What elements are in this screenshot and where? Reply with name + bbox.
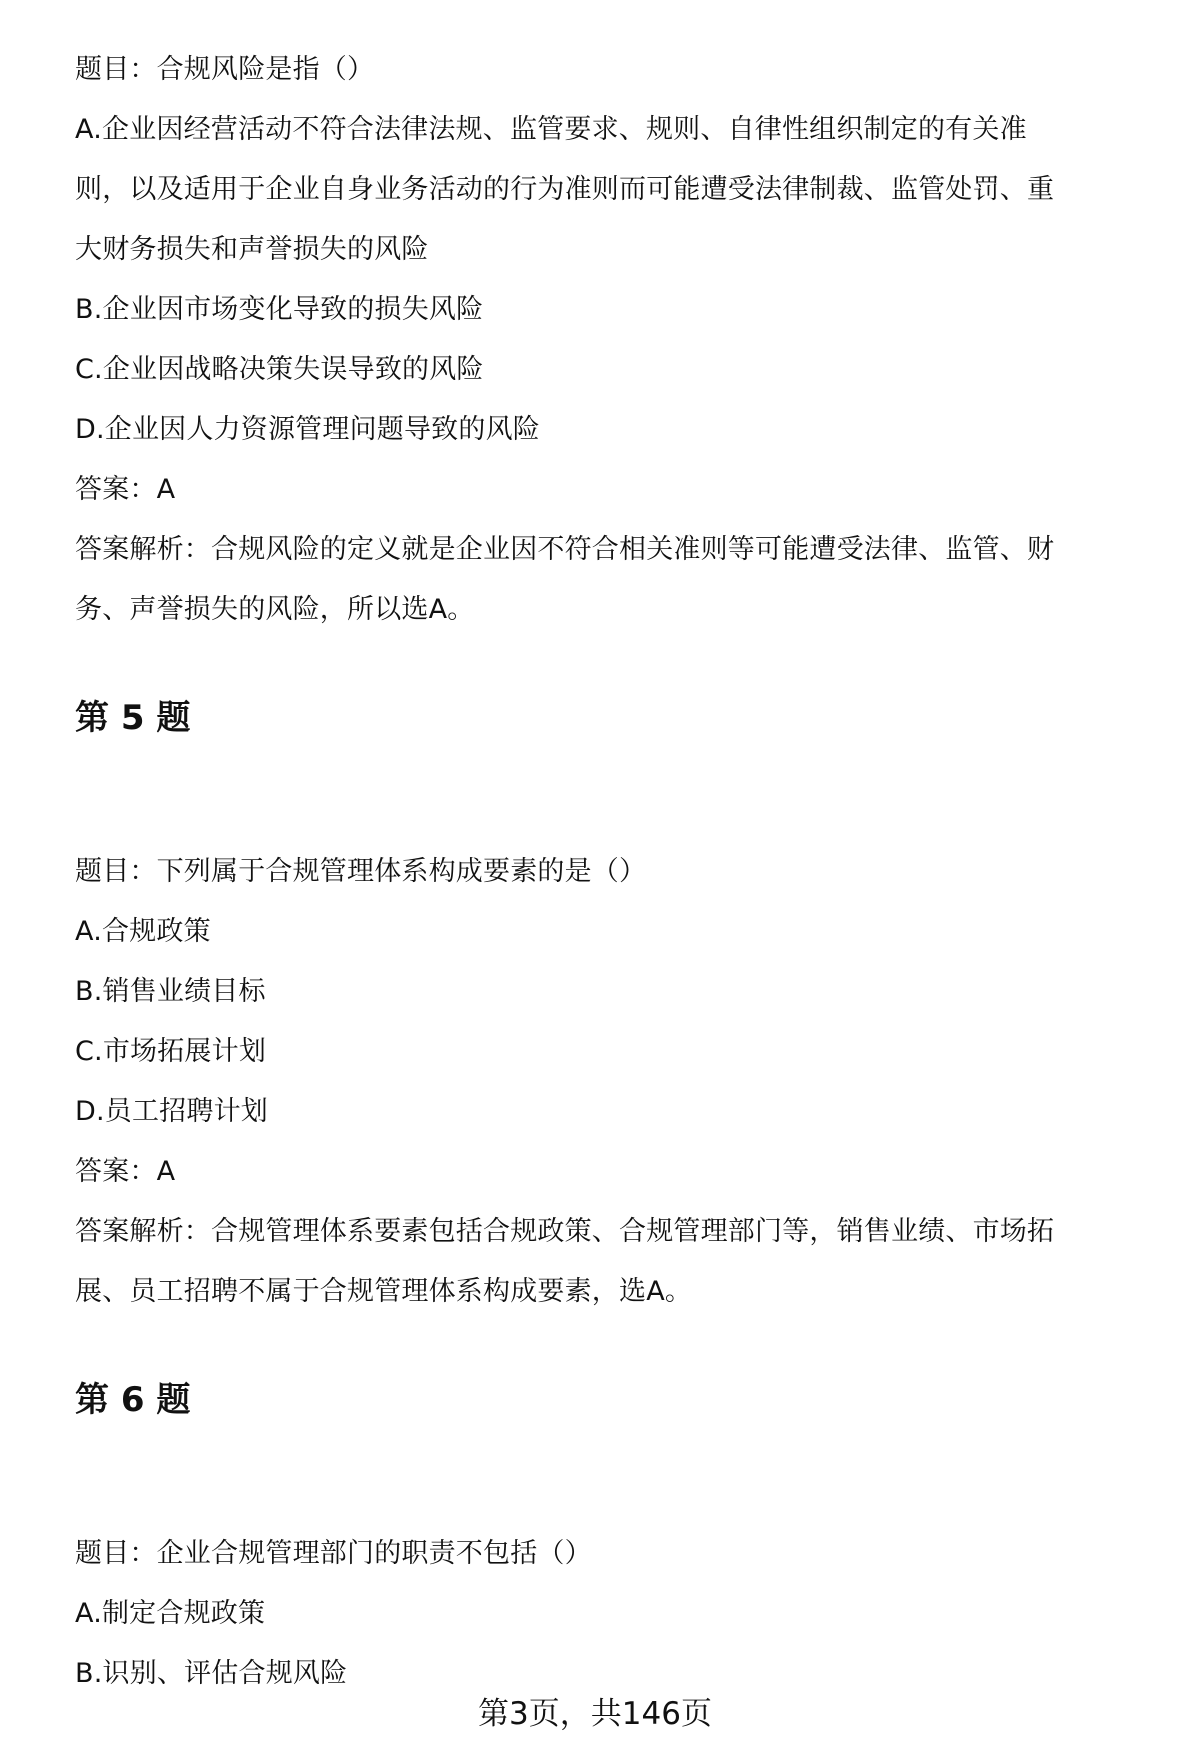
question-text: 题目：下列属于合规管理体系构成要素的是（） bbox=[75, 856, 647, 887]
question-text: 题目：合规风险是指（） bbox=[75, 54, 375, 85]
option-c: C.市场拓展计划 bbox=[75, 1036, 267, 1067]
page-number: 第3页，共146页 bbox=[478, 1696, 712, 1732]
question-text: 题目：企业合规管理部门的职责不包括（） bbox=[75, 1538, 592, 1569]
analysis-line-1: 答案解析：合规管理体系要素包括合规政策、合规管理部门等，销售业绩、市场拓 bbox=[75, 1216, 1055, 1247]
analysis-line-1: 答案解析：合规风险的定义就是企业因不符合相关准则等可能遭受法律、监管、财 bbox=[75, 534, 1055, 565]
analysis-line-2: 展、员工招聘不属于合规管理体系构成要素，选A。 bbox=[75, 1276, 693, 1307]
question-5-heading: 第 5 题 bbox=[75, 698, 191, 738]
answer: 答案：A bbox=[75, 474, 176, 505]
option-a-line-2: 则，以及适用于企业自身业务活动的行为准则而可能遭受法律制裁、监管处罚、重 bbox=[75, 174, 1055, 205]
answer: 答案：A bbox=[75, 1156, 176, 1187]
question-6-heading: 第 6 题 bbox=[75, 1380, 191, 1420]
option-d: D.员工招聘计划 bbox=[75, 1096, 268, 1127]
question-5-block bbox=[75, 842, 1054, 1322]
option-d: D.企业因人力资源管理问题导致的风险 bbox=[75, 414, 540, 445]
option-a: A.合规政策 bbox=[75, 916, 211, 947]
option-b: B.销售业绩目标 bbox=[75, 976, 266, 1007]
option-a-line-1: A.企业因经营活动不符合法律法规、监管要求、规则、自律性组织制定的有关准 bbox=[75, 114, 1027, 145]
question-6-block bbox=[75, 1524, 592, 1704]
analysis-line-2: 务、声誉损失的风险，所以选A。 bbox=[75, 594, 475, 625]
option-c: C.企业因战略决策失误导致的风险 bbox=[75, 354, 484, 385]
option-b: B.识别、评估合规风险 bbox=[75, 1658, 348, 1689]
option-a-line-3: 大财务损失和声誉损失的风险 bbox=[75, 234, 429, 265]
option-b: B.企业因市场变化导致的损失风险 bbox=[75, 294, 484, 325]
question-4-block bbox=[75, 40, 1054, 640]
option-a: A.制定合规政策 bbox=[75, 1598, 266, 1629]
